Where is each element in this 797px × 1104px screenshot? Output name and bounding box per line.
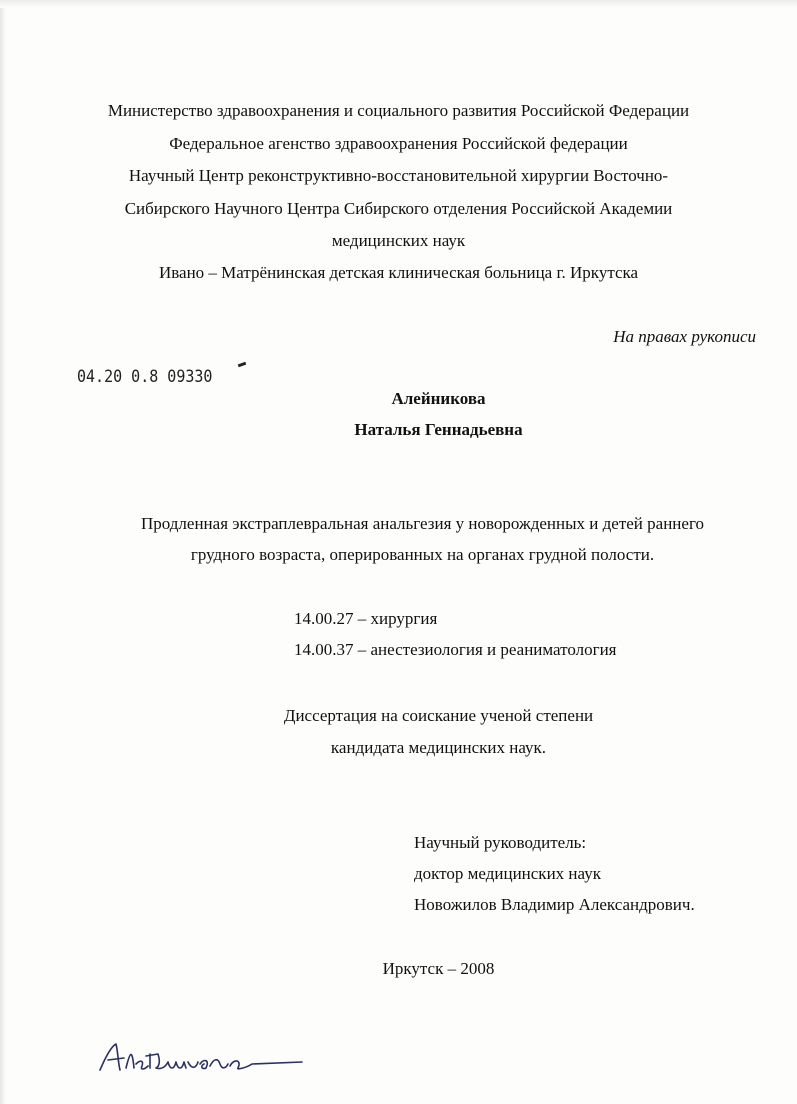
degree-line1: Диссертация на соискание ученой степени [283, 706, 594, 725]
scan-top-shadow [0, 0, 797, 8]
handwritten-signature [96, 1038, 306, 1078]
header-center-line3: медицинских наук [331, 231, 466, 250]
specialty-anesthesiology: 14.00.37 – анестезиология и реаниматология [294, 640, 617, 659]
dissertation-title-line2: грудного возраста, оперированных на органах грудной полости. [190, 545, 655, 564]
degree-line2: кандидата медицинских наук. [330, 738, 547, 757]
specialty-surgery: 14.00.27 – хирургия [294, 609, 438, 628]
supervisor-label: Научный руководитель: [414, 833, 587, 852]
header-ministry: Министерство здравоохранения и социального развития Российской Федерации [107, 101, 690, 120]
header-center-line2: Сибирского Научного Центра Сибирского отделения Российской Академии [124, 199, 673, 218]
header-agency: Федеральное агенство здравоохранения Российской федерации [169, 134, 628, 153]
header-hospital: Ивано – Матрёнинская детская клиническая больница г. Иркутска [158, 263, 639, 282]
stamp-mark [238, 362, 247, 368]
author-surname: Алейникова [391, 389, 486, 408]
supervisor-name: Новожилов Владимир Александрович. [414, 895, 695, 914]
registration-stamp: 04.20 0.8 09330 [77, 366, 213, 387]
supervisor-degree: доктор медицинских наук [414, 864, 601, 883]
place-year: Иркутск – 2008 [382, 959, 495, 978]
rights-note: На правах рукописи [613, 327, 756, 346]
author-given-names: Наталья Геннадьевна [354, 420, 523, 439]
header-center-line1: Научный Центр реконструктивно-восстановительной хирургии Восточно- [128, 166, 669, 185]
dissertation-title-line1: Продленная экстраплевральная анальгезия у новорожденных и детей раннего [140, 514, 704, 533]
